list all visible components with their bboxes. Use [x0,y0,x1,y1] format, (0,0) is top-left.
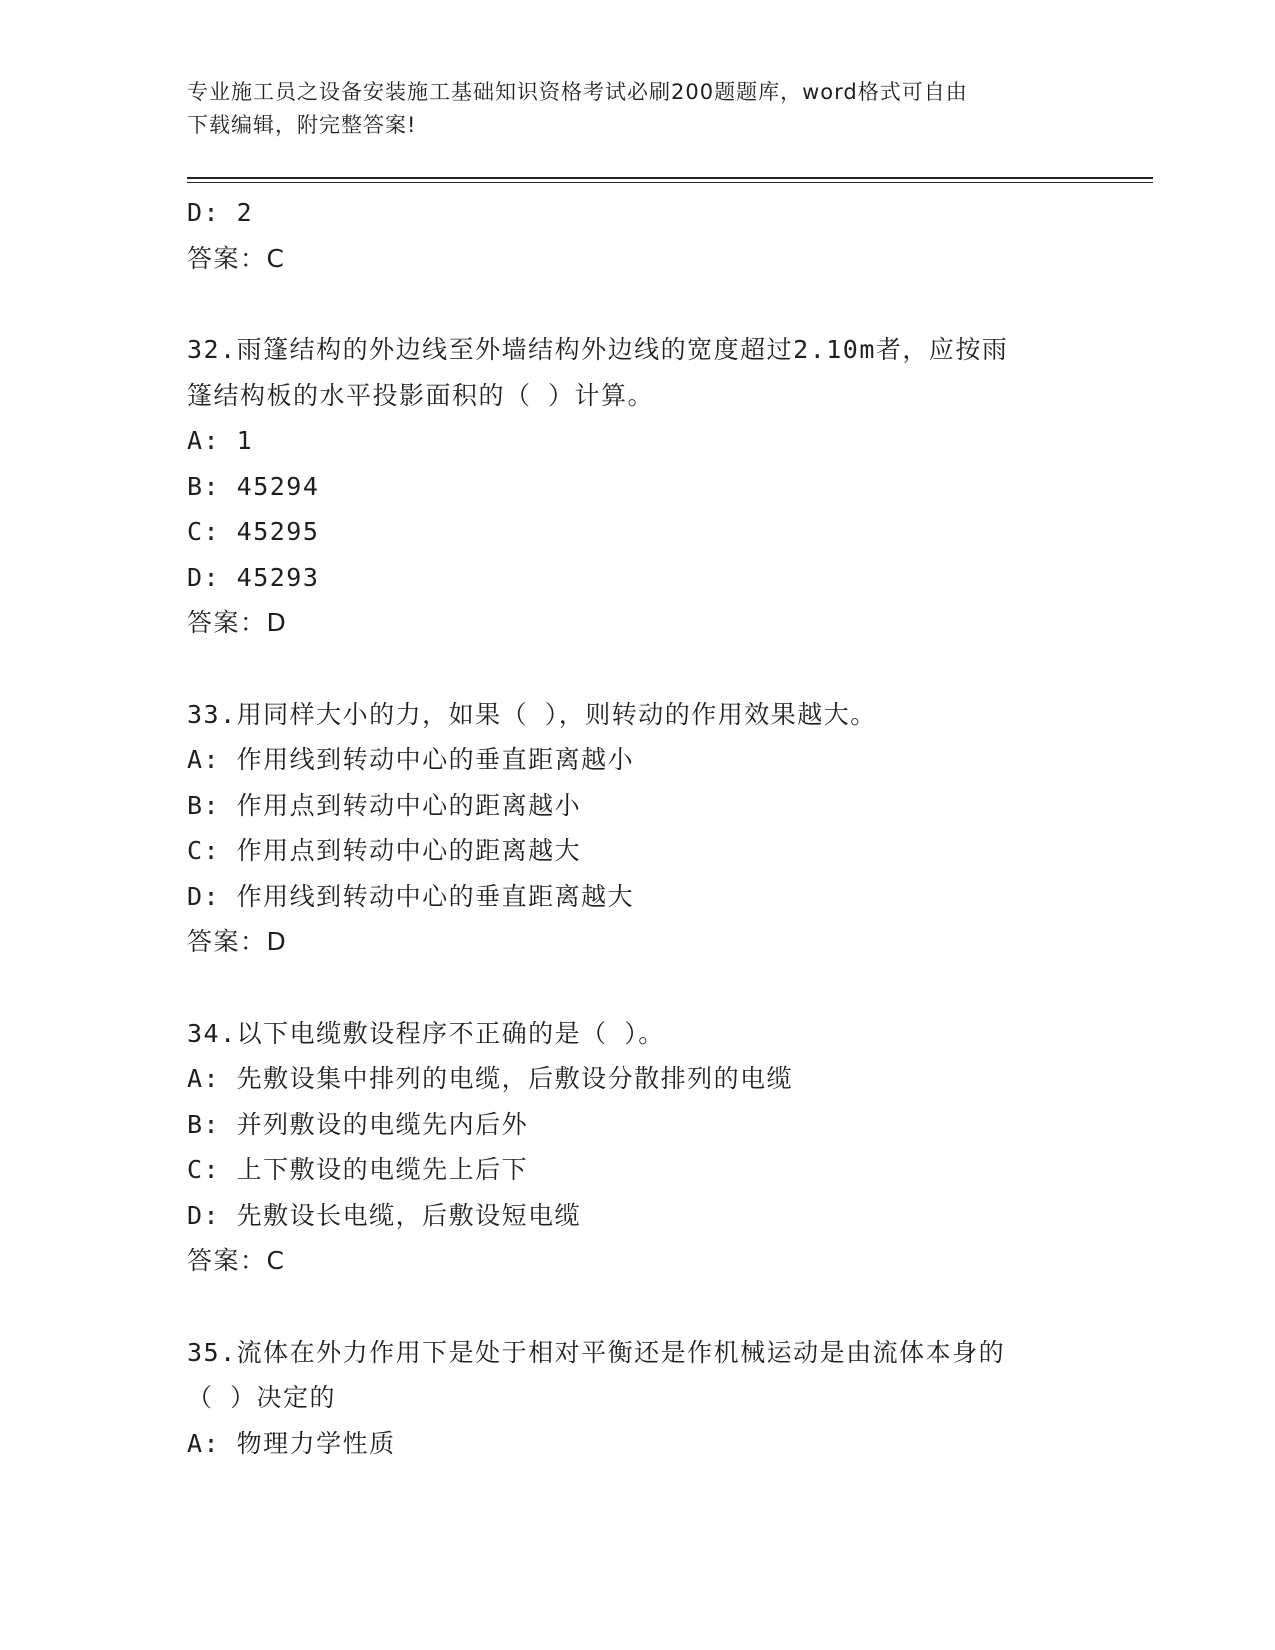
prev-answer: 答案：C [187,243,286,273]
question-32-option-b: B: 45294 [187,471,320,501]
question-35-stem-line-2: （ ）决定的 [187,1383,337,1412]
question-34-option-b: B: 并列敷设的电缆先内后外 [187,1109,529,1139]
question-34-option-d: D: 先敷设长电缆，后敷设短电缆 [187,1200,582,1230]
question-35-option-a: A: 物理力学性质 [187,1428,396,1458]
question-34-option-c: C: 上下敷设的电缆先上后下 [187,1155,529,1184]
question-content [187,190,1107,1466]
header-divider [187,177,1153,179]
question-33-option-b: B: 作用点到转动中心的距离越小 [187,790,582,820]
spacer [187,1284,1107,1330]
header-line-2: 下载编辑，附完整答案! [187,113,417,137]
question-32-option-a: A: 1 [187,426,254,455]
question-34-answer: 答案：C [187,1246,286,1275]
question-32-option-c: C: 45295 [187,517,320,546]
question-32-option-d: D: 45293 [187,562,320,592]
spacer [187,646,1107,692]
question-33-option-a: A: 作用线到转动中心的垂直距离越小 [187,745,635,774]
question-33-option-c: C: 作用点到转动中心的距离越大 [187,836,582,865]
question-35-stem-line-1: 35.流体在外力作用下是处于相对平衡还是作机械运动是由流体本身的 [187,1337,1006,1367]
question-32-answer: 答案：D [187,608,288,637]
header-line-1: 专业施工员之设备安装施工基础知识资格考试必刷200题题库，word格式可自由 [187,80,968,104]
question-33-stem: 33.用同样大小的力，如果（ ），则转动的作用效果越大。 [187,699,877,729]
question-34-option-a: A: 先敷设集中排列的电缆，后敷设分散排列的电缆 [187,1064,794,1093]
question-34-stem: 34.以下电缆敷设程序不正确的是（ ）。 [187,1018,665,1048]
question-32-stem-line-2: 篷结构板的水平投影面积的（ ）计算。 [187,380,655,410]
document-header [187,76,1087,142]
spacer [187,965,1107,1011]
spacer [187,281,1107,327]
header-divider-thin [187,182,1153,183]
question-33-option-d: D: 作用线到转动中心的垂直距离越大 [187,881,635,911]
question-33-answer: 答案：D [187,927,288,956]
question-32-stem-line-1: 32.雨篷结构的外边线至外墙结构外边线的宽度超过2.10m者，应按雨 [187,335,1009,364]
prev-option-d: D: 2 [187,198,254,227]
